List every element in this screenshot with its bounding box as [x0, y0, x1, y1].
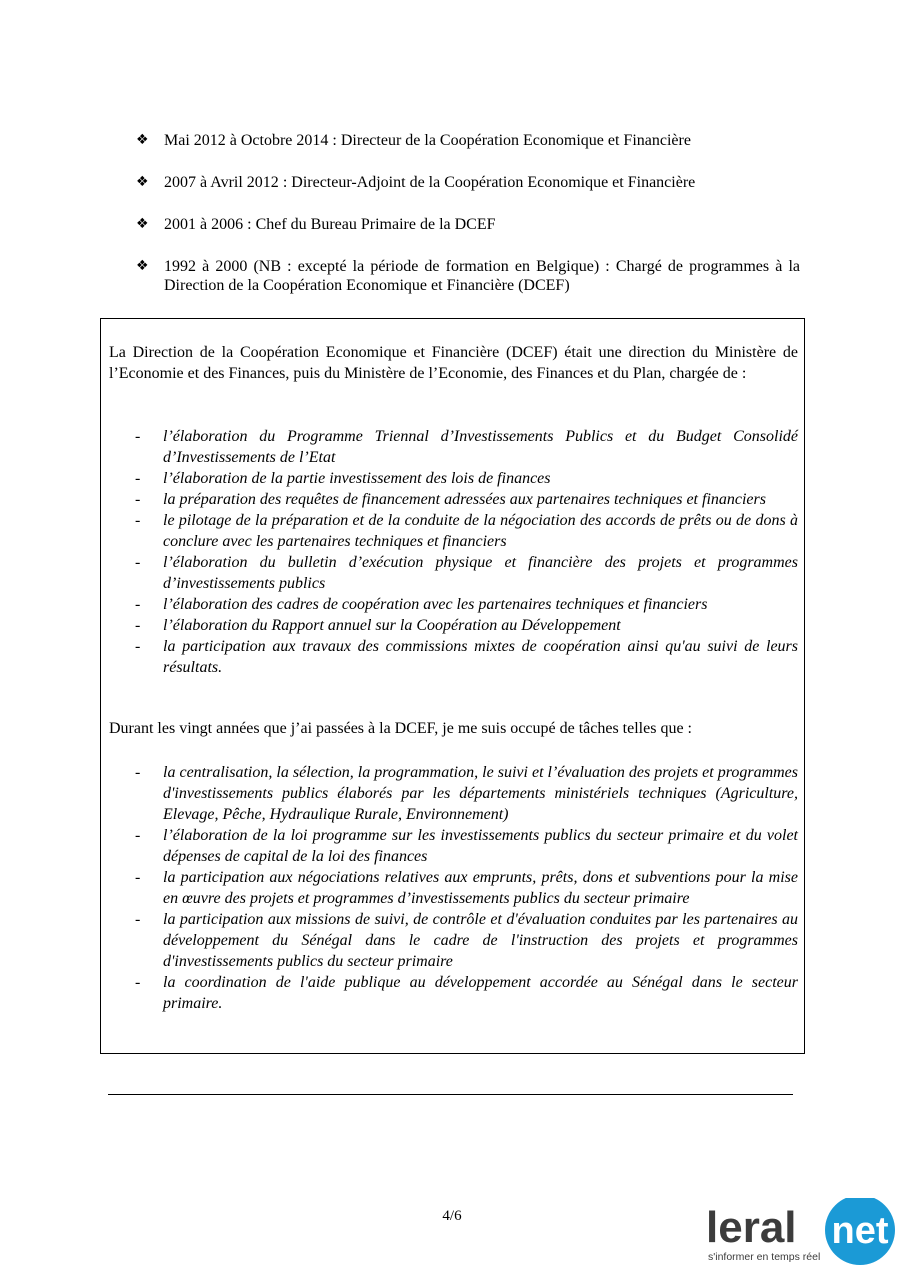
dash-bullet: - [135, 869, 141, 886]
tasks-intro: Durant les vingt années que j’ai passées à la DCEF, je me suis occupé de tâches telles que : [109, 720, 692, 737]
leralnet-logo [704, 1198, 904, 1274]
career-item: ❖ Mai 2012 à Octobre 2014 : Directeur de la Coopération Economique et Financière [136, 132, 691, 149]
horizontal-rule [108, 1094, 793, 1095]
career-role: Directeur de la Coopération Economique et Financière [340, 132, 691, 149]
task-item: - l’élaboration de la loi programme sur les investissements publics du secteur primaire et du volet dépenses de capital de la loi des finances [135, 827, 798, 865]
dash-bullet: - [135, 827, 141, 844]
dash-bullet: - [135, 470, 141, 487]
dash-bullet: - [135, 974, 141, 991]
page-number: 4/6 [442, 1208, 462, 1224]
career-role: Chargé de programmes à la Direction de la Coopération Economique et Financière (DCEF) [164, 258, 800, 294]
career-dates: 2001 à 2006 [164, 216, 244, 233]
dash-bullet: - [135, 428, 141, 445]
dash-bullet: - [135, 764, 141, 781]
diamond-bullet-icon: ❖ [136, 216, 149, 232]
task-item: - la centralisation, la sélection, la programmation, le suivi et l’évaluation des projets et programmes d'investissements publics élaborés par les départements ministériels techniques (Agriculture, Elevage, Pêche, Hydraulique Rurale, Environnement) [135, 764, 798, 823]
dash-bullet: - [135, 911, 141, 928]
career-role: Chef du Bureau Primaire de la DCEF [255, 216, 496, 233]
logo-leral-text: leral [706, 1203, 797, 1252]
career-item: ❖ 2001 à 2006 : Chef du Bureau Primaire de la DCEF [136, 216, 496, 233]
career-item: ❖ 1992 à 2000 (NB : excepté la période de formation en Belgique) : Chargé de programmes à la Direction de la Coopération Economique et Financière (DCEF) [136, 258, 800, 294]
mission-item: - l’élaboration des cadres de coopération avec les partenaires techniques et financiers [135, 596, 708, 613]
mission-item: - l’élaboration du Rapport annuel sur la Coopération au Développement [135, 617, 621, 634]
diamond-bullet-icon: ❖ [136, 258, 149, 274]
diamond-bullet-icon: ❖ [136, 174, 149, 190]
career-item: ❖ 2007 à Avril 2012 : Directeur-Adjoint de la Coopération Economique et Financière [136, 174, 696, 191]
career-dates: 1992 à 2000 (NB : excepté la période de formation en Belgique) [164, 258, 600, 275]
dash-bullet: - [135, 596, 141, 613]
mission-item: - l’élaboration du Programme Triennal d’Investissements Publics et du Budget Consolidé d’Investissements de l’Etat [135, 428, 798, 466]
mission-item: - la participation aux travaux des commissions mixtes de coopération ainsi qu'au suivi de leurs résultats. [135, 638, 798, 676]
career-role: Directeur-Adjoint de la Coopération Economique et Financière [291, 174, 696, 191]
mission-item: - l’élaboration du bulletin d’exécution physique et financière des projets et programmes d’investissements publics [135, 554, 798, 592]
task-item: - la participation aux missions de suivi, de contrôle et d'évaluation conduites par les partenaires au développement du Sénégal dans le cadre de l'instruction des projets et programmes d'investissements publics du secteur primaire [135, 911, 798, 970]
task-item: - la participation aux négociations relatives aux emprunts, prêts, dons et subventions pour la mise en œuvre des projets et programmes d’investissements publics du secteur primaire [135, 869, 798, 907]
logo-net-text: net [831, 1210, 889, 1252]
dash-bullet: - [135, 617, 141, 634]
diamond-bullet-icon: ❖ [136, 132, 149, 148]
career-dates: 2007 à Avril 2012 [164, 174, 279, 191]
career-dates: Mai 2012 à Octobre 2014 [164, 132, 329, 149]
dash-bullet: - [135, 638, 141, 655]
mission-item: - l’élaboration de la partie investissement des lois de finances [135, 470, 551, 487]
dcef-missions-list [109, 426, 798, 678]
dash-bullet: - [135, 491, 141, 508]
dcef-intro: La Direction de la Coopération Economique et Financière (DCEF) était une direction du Ministère de l’Economie et des Finances, puis du Ministère de l’Economie, des Finances et du Plan, chargée de : [109, 344, 798, 382]
mission-item: - la préparation des requêtes de financement adressées aux partenaires techniques et financiers [135, 491, 766, 508]
mission-item: - le pilotage de la préparation et de la conduite de la négociation des accords de prêts ou de dons à conclure avec les partenaires techniques et financiers [135, 512, 798, 550]
dash-bullet: - [135, 512, 141, 529]
tasks-list [109, 762, 798, 1014]
career-list [136, 131, 800, 318]
dash-bullet: - [135, 554, 141, 571]
logo-tagline: s'informer en temps réel [708, 1251, 821, 1263]
task-item: - la coordination de l'aide publique au développement accordée au Sénégal dans le secteur primaire. [135, 974, 798, 1012]
